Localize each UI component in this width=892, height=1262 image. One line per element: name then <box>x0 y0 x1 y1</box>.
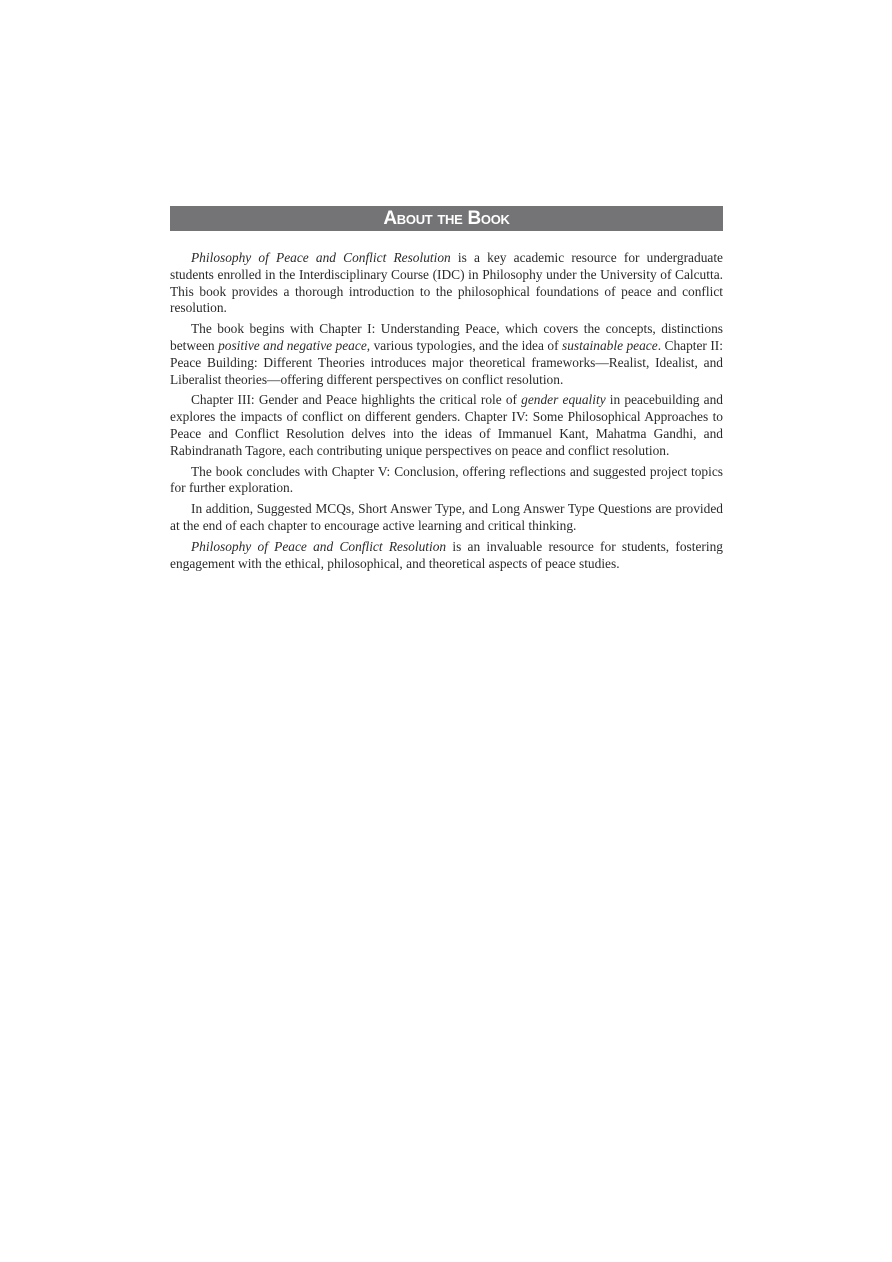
paragraph-text: The book concludes with Chapter V: Conclusion, offering reflections and suggested project topics for further exploration. <box>170 463 723 496</box>
paragraph <box>170 392 723 459</box>
paragraph-text: The book begins with Chapter I: Understanding Peace, which covers the concepts, distinctions between <box>170 321 723 353</box>
about-the-book-section <box>170 206 723 576</box>
paragraph <box>170 321 723 388</box>
paragraph-text: . Chapter II: Peace Building: Different Theories introduces major theoretical frameworks—Realist, Idealist, and Liberalist theories—offering different perspectives on conflict resolution. <box>170 337 723 387</box>
paragraph <box>170 464 723 498</box>
paragraph-text: Chapter III: Gender and Peace highlights the critical role of <box>191 392 522 408</box>
emphasis-text: sustainable peace <box>562 337 658 353</box>
paragraph-text: is an invaluable resource for students, fostering engagement with the ethical, philosophical, and theoretical aspects of peace studies. <box>170 538 723 571</box>
paragraph-text: , various typologies, and the idea of <box>366 337 563 353</box>
book-title: Philosophy of Peace and Conflict Resolution <box>191 538 447 554</box>
emphasis-text: gender equality <box>521 392 606 408</box>
paragraph <box>170 250 723 317</box>
paragraph <box>170 501 723 535</box>
book-title: Philosophy of Peace and Conflict Resolution <box>191 250 451 265</box>
paragraph-text: is a key academic resource for undergraduate students enrolled in the Interdisciplinary Course (IDC) in Philosophy under the University of Calcutta. This book provides a thorough introduction to the philosophical foundations of peace and conflict resolution. <box>170 250 723 316</box>
paragraph <box>170 539 723 573</box>
paragraph-text: in peacebuilding and explores the impacts of conflict on different genders. Chapter IV: Some Philosophical Approaches to Peace and Conflict Resolution delves into the ideas of Immanuel Kant, Mahatma Gandhi, and Rabindranath Tagore, each contributing unique perspectives on peace and conflict resolution. <box>170 392 723 458</box>
emphasis-text: positive and negative peace <box>218 337 367 353</box>
section-heading-bar <box>170 206 723 231</box>
section-body <box>170 250 723 572</box>
section-heading: About the Book <box>383 208 510 229</box>
paragraph-text: In addition, Suggested MCQs, Short Answer Type, and Long Answer Type Questions are provided at the end of each chapter to encourage active learning and critical thinking. <box>170 501 723 533</box>
